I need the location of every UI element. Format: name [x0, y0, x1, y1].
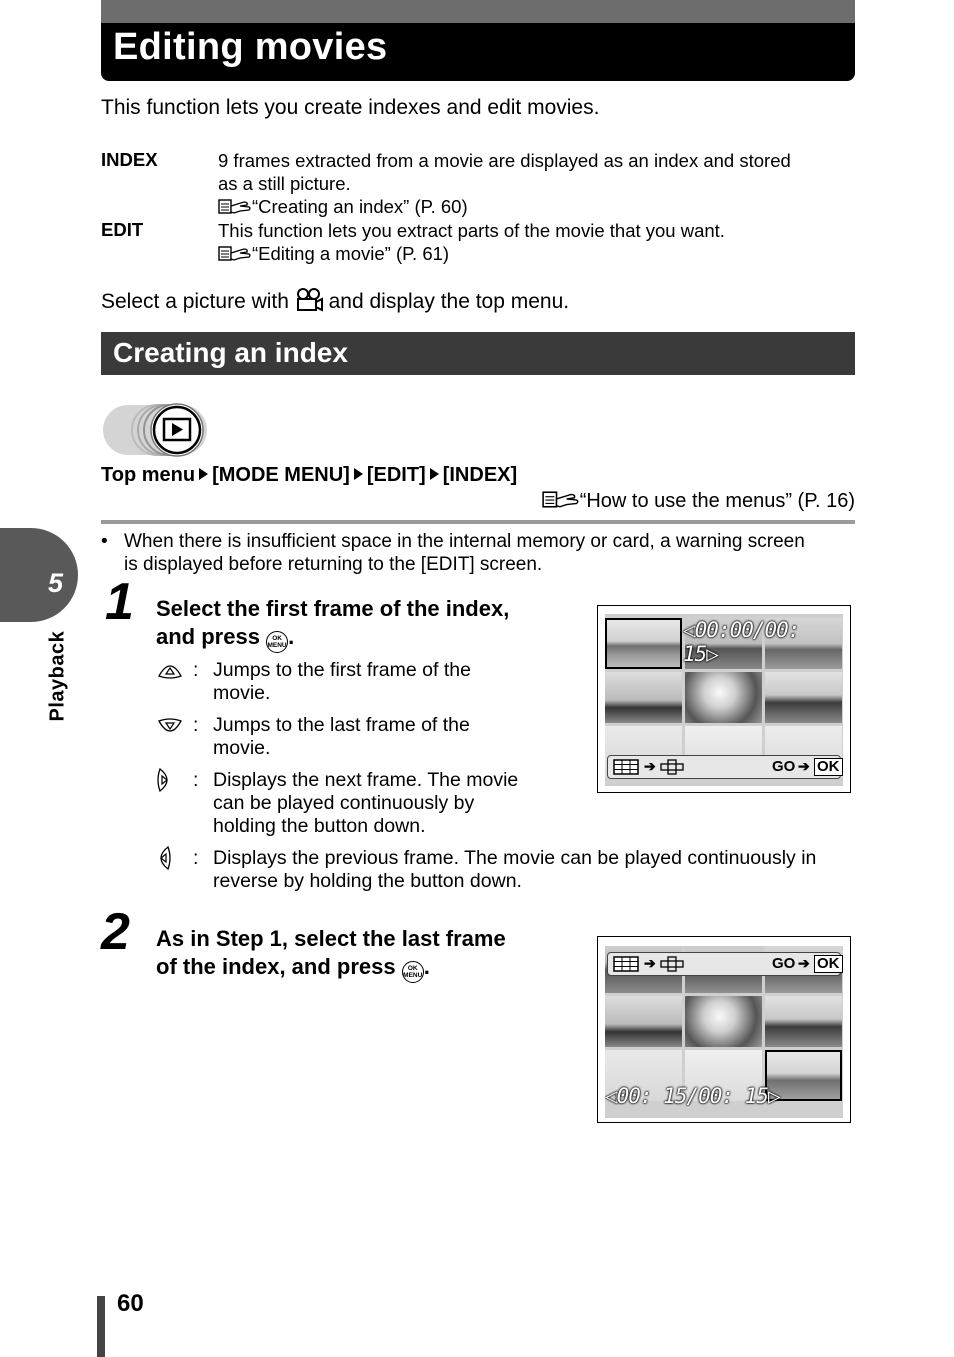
term-index: INDEX	[101, 149, 158, 170]
reference-hand-icon	[218, 245, 252, 262]
camera-screen-step1	[597, 605, 851, 793]
intro-text: This function lets you create indexes and edit movies.	[101, 96, 600, 119]
movie-camera-icon	[295, 288, 323, 312]
arrow-icon: ➔	[644, 955, 656, 971]
up-arrow-button-icon	[157, 662, 183, 680]
step-2-instruction: As in Step 1, select the last frame of the index, and press OK MENU.	[156, 925, 506, 983]
chapter-label: Playback	[46, 630, 69, 722]
divider-rule	[101, 520, 855, 524]
index-screen-display	[605, 614, 843, 786]
colon: :	[193, 769, 199, 791]
menu-path: Top menu [MODE MENU] [EDIT] [INDEX]	[101, 464, 518, 486]
index-screen-display	[605, 946, 843, 1118]
movie-frame-thumbnail	[605, 618, 682, 669]
def-index: 9 frames extracted from a movie are displayed as an index and stored as a still picture. “Creating an index” (P. 60)	[218, 150, 791, 217]
movie-frame-thumbnail	[685, 996, 762, 1047]
ok-menu-button-icon: OK MENU	[402, 961, 424, 983]
dpad-icon	[660, 759, 684, 775]
ok-label: OK	[814, 758, 843, 776]
camera-screen-step2	[597, 936, 851, 1123]
ok-menu-button-icon: OK MENU	[266, 631, 288, 653]
section-heading-bar	[101, 332, 855, 375]
button-desc-left: Displays the previous frame. The movie can be played continuously in reverse by holding the button down.	[213, 847, 817, 892]
movie-frame-thumbnail	[765, 996, 842, 1047]
colon: :	[193, 714, 199, 736]
ref-index: “Creating an index” (P. 60)	[218, 195, 791, 218]
movie-frame-thumbnail	[605, 672, 682, 723]
screen-guide-bar	[607, 755, 841, 779]
page-number-bar	[97, 1296, 105, 1357]
left-arrow-button-icon	[156, 845, 172, 871]
note-text: When there is insufficient space in the internal memory or card, a warning screen is displayed before returning to the [EDIT] screen.	[124, 531, 805, 575]
arrow-icon: ➔	[644, 758, 656, 774]
down-arrow-button-icon	[157, 717, 183, 735]
page-title: Editing movies	[113, 26, 388, 68]
go-label: GO	[772, 955, 796, 972]
page-number: 60	[117, 1290, 144, 1317]
term-edit: EDIT	[101, 219, 144, 240]
step-number-1: 1	[105, 573, 134, 631]
index-grid-icon	[613, 956, 639, 972]
movie-frame-thumbnail	[765, 672, 842, 723]
movie-frame-thumbnail	[605, 996, 682, 1047]
section-title: Creating an index	[113, 337, 348, 368]
colon: :	[193, 847, 199, 869]
title-strip	[101, 0, 855, 23]
timecode-display: ◁00: 15/00: 15▷	[605, 1084, 780, 1108]
button-desc-right: Displays the next frame. The movie can be played continuously by holding the button down.	[213, 769, 519, 837]
index-grid-icon	[613, 759, 639, 775]
screen-guide-bar	[607, 952, 841, 976]
menu-reference: “How to use the menus” (P. 16)	[542, 490, 855, 513]
title-bar	[101, 0, 855, 81]
reference-hand-icon	[542, 490, 580, 509]
reference-hand-icon	[218, 198, 252, 215]
chapter-number: 5	[48, 568, 64, 598]
dpad-icon	[660, 956, 684, 972]
step-1-instruction: Select the first frame of the index, and press OK MENU.	[156, 595, 509, 653]
step-number-2: 2	[101, 903, 130, 961]
ok-label: OK	[814, 955, 843, 973]
ref-edit: “Editing a movie” (P. 61)	[218, 242, 725, 265]
arrow-icon: ➔	[798, 758, 810, 774]
timecode-display: ◁00:00/00: 15▷	[683, 618, 800, 666]
note-bullet: •	[101, 531, 108, 552]
playback-mode-icon	[101, 402, 215, 458]
colon: :	[193, 659, 199, 681]
button-desc-up: Jumps to the first frame of the movie.	[213, 659, 471, 704]
button-desc-down: Jumps to the last frame of the movie.	[213, 714, 470, 759]
go-label: GO	[772, 758, 796, 775]
path-arrow-icon	[354, 468, 363, 480]
arrow-icon: ➔	[798, 955, 810, 971]
path-arrow-icon	[430, 468, 439, 480]
chapter-tab	[0, 528, 78, 622]
movie-frame-thumbnail	[685, 672, 762, 723]
right-arrow-button-icon	[156, 767, 172, 793]
def-edit: This function lets you extract parts of the movie that you want. “Editing a movie” (P. 61)	[218, 220, 725, 264]
path-arrow-icon	[199, 468, 208, 480]
select-instruction: Select a picture with and display the top menu.	[101, 290, 570, 313]
